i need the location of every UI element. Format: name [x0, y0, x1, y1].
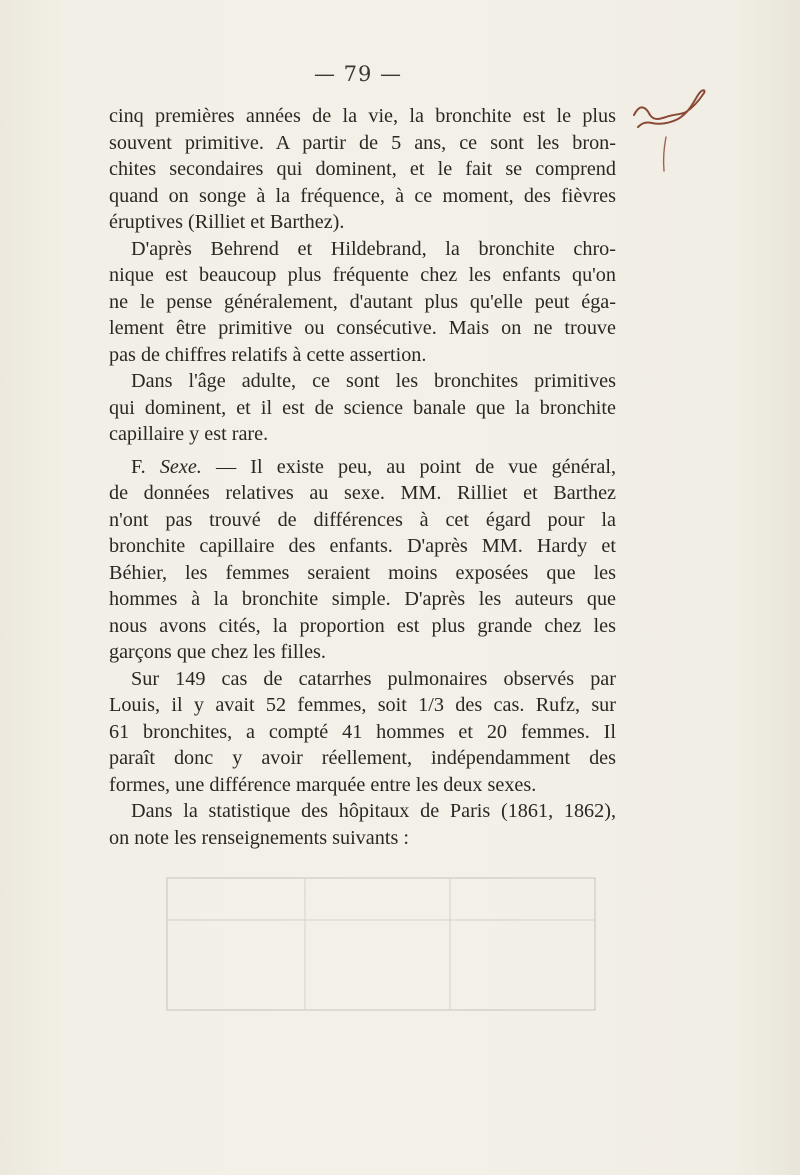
paragraph-start: Sur 149 cas de catarrhes pulmonaires observés par — [131, 667, 616, 690]
text-line: cinq premières années de la vie, la bronchite est le plus — [109, 105, 616, 127]
text-line: qui dominent, et il est de science banale que la bronchite — [109, 396, 616, 419]
paragraph-start: Dans la statistique des hôpitaux de Paris (1861, 1862), — [131, 800, 616, 822]
text-line: bronchite capillaire des enfants. D'après MM. Hardy et — [109, 535, 616, 557]
text-line: nous avons cités, la proportion est plus grande chez les — [109, 614, 616, 637]
text-line: garçons que chez les filles. — [109, 641, 326, 663]
section-label: F. — [131, 455, 146, 478]
handwritten-annotation-icon — [630, 85, 730, 180]
text-line: quand on songe à la fréquence, à ce moment, des fièvres — [109, 184, 616, 207]
text-line: — Il existe peu, au point de vue général, — [215, 455, 617, 478]
text-line: nique est beaucoup plus fréquente chez les enfants qu'on — [109, 264, 616, 286]
section-heading-line — [109, 454, 616, 481]
text-line: pas de chiffres relatifs à cette assertion. — [109, 343, 427, 366]
text-line: chites secondaires qui dominent, et le fait se comprend — [109, 158, 616, 180]
paragraph-start: Dans l'âge adulte, ce sont les bronchites primitives — [131, 370, 616, 392]
paragraph-start: D'après Behrend et Hildebrand, la bronchite chro- — [131, 237, 616, 260]
text-line: hommes à la bronchite simple. D'après les auteurs que — [109, 588, 616, 610]
section-title: Sexe. — [159, 455, 202, 478]
text-line: ne le pense généralement, d'autant plus qu'elle peut éga- — [109, 290, 616, 313]
text-line: Béhier, les femmes seraient moins exposées que les — [109, 561, 616, 584]
body-text — [109, 103, 616, 851]
text-line: paraît donc y avoir réellement, indépendamment des — [109, 747, 616, 769]
text-line: n'ont pas trouvé de différences à cet égard pour la — [109, 508, 616, 531]
text-line: capillaire y est rare. — [109, 423, 269, 445]
text-line: éruptives (Rilliet et Barthez). — [109, 211, 345, 233]
text-line: formes, une différence marquée entre les deux sexes. — [109, 773, 537, 796]
text-line: lement être primitive ou consécutive. Mais on ne trouve — [109, 317, 616, 339]
page-number: — 79 — — [313, 62, 403, 86]
text-line: 61 bronchites, a compté 41 hommes et 20 femmes. Il — [109, 720, 616, 743]
text-line: souvent primitive. A partir de 5 ans, ce sont les bron- — [109, 131, 616, 154]
bleed-through-table — [165, 872, 597, 1012]
text-line: Louis, il y avait 52 femmes, soit 1/3 des cas. Rufz, sur — [109, 694, 616, 716]
text-line: on note les renseignements suivants : — [109, 826, 409, 849]
text-line: de données relatives au sexe. MM. Rilliet et Barthez — [109, 482, 616, 504]
